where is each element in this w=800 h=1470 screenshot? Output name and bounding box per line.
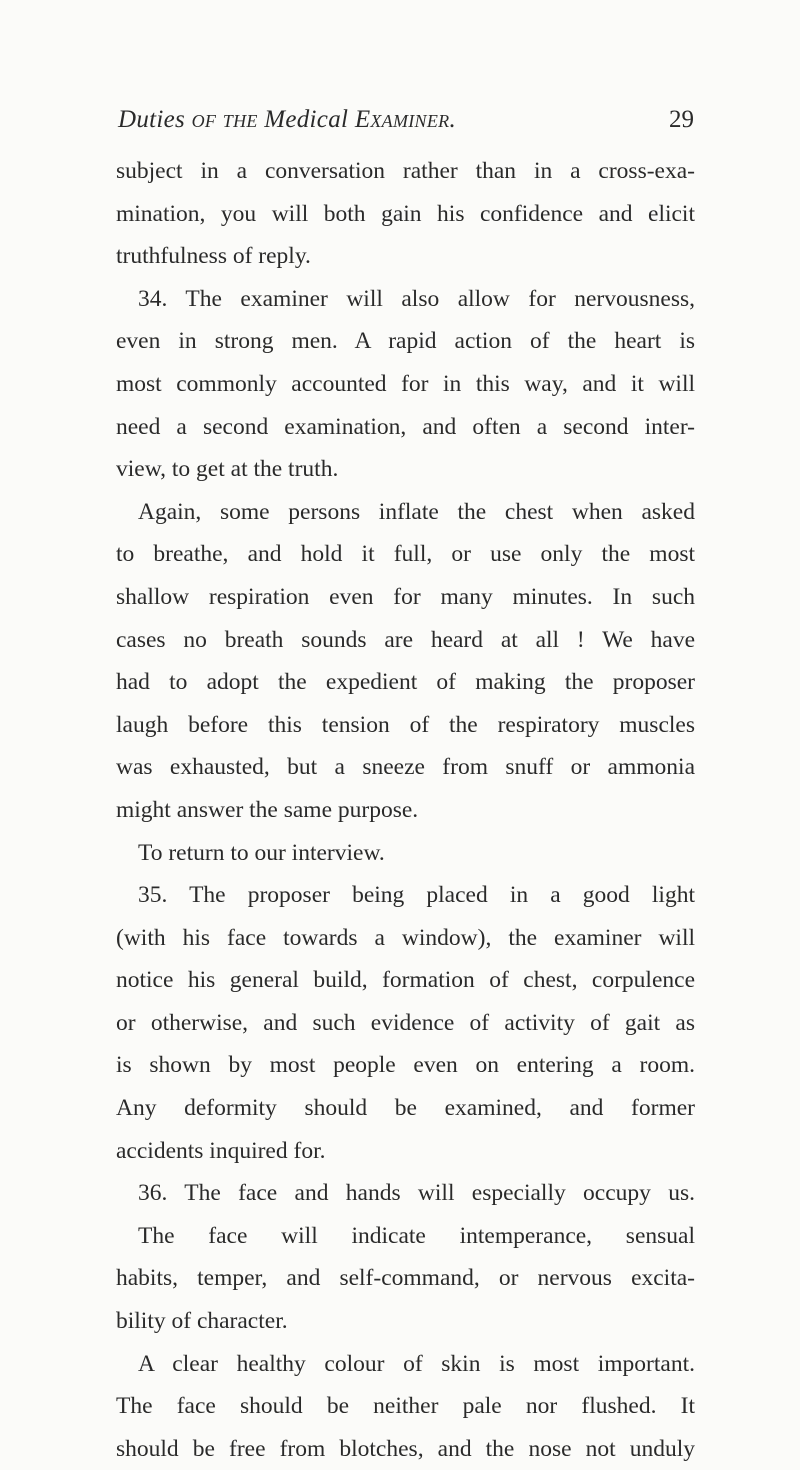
text-line: had to adopt the expedient of making the proposer [116, 669, 695, 696]
text-line: is shown by most people even on entering a room. [116, 1052, 695, 1079]
text-line: even in strong men. A rapid action of the heart is [116, 328, 695, 355]
text-line: Any deformity should be examined, and former [116, 1095, 695, 1122]
text-line: To return to our interview. [138, 839, 385, 866]
text-line: Again, some persons inflate the chest when asked [138, 498, 695, 525]
running-title-part: Medical [264, 106, 349, 133]
text-line: (with his face towards a window), the examiner will [116, 924, 695, 951]
text-line: need a second examination, and often a second inter- [116, 413, 695, 440]
text-line: The face should be neither pale nor flushed. It [116, 1393, 695, 1420]
text-line: subject in a conversation rather than in a cross-exa- [116, 158, 695, 184]
body-text [116, 150, 695, 1470]
text-line: or otherwise, and such evidence of activity of gait as [116, 1009, 695, 1036]
running-header [118, 106, 694, 146]
text-line: should be free from blotches, and the nose not unduly [116, 1435, 695, 1462]
page-number: 29 [669, 106, 694, 133]
text-line: most commonly accounted for in this way, and it will [116, 370, 695, 397]
text-line: might answer the same purpose. [116, 796, 419, 823]
text-line: to breathe, and hold it full, or use only the most [116, 541, 695, 568]
text-line: truthfulness of reply. [116, 243, 311, 270]
text-line: mination, you will both gain his confidence and elicit [116, 200, 695, 227]
running-title-part: Examiner. [354, 106, 457, 133]
text-line: A clear healthy colour of skin is most important. [138, 1350, 695, 1377]
text-line: habits, temper, and self-command, or nervous excita- [116, 1265, 695, 1292]
text-line: 34. The examiner will also allow for nervousness, [138, 285, 695, 312]
running-title-part: of the [185, 106, 265, 133]
text-line: cases no breath sounds are heard at all ! We have [116, 626, 695, 653]
text-line: 36. The face and hands will especially occupy us. [138, 1180, 695, 1207]
text-line: was exhausted, but a sneeze from snuff or ammonia [116, 754, 695, 781]
text-line: The face will indicate intemperance, sensual [138, 1222, 695, 1249]
running-title [118, 106, 456, 134]
text-line: view, to get at the truth. [116, 456, 339, 483]
text-line: bility of character. [116, 1308, 288, 1335]
text-line: 35. The proposer being placed in a good light [138, 882, 695, 909]
text-line: accidents inquired for. [116, 1137, 326, 1164]
running-title-part: Duties [118, 106, 186, 133]
text-line: laugh before this tension of the respiratory muscles [116, 711, 695, 738]
text-line: shallow respiration even for many minutes. In such [116, 583, 695, 610]
text-line: notice his general build, formation of chest, corpulence [116, 967, 695, 994]
